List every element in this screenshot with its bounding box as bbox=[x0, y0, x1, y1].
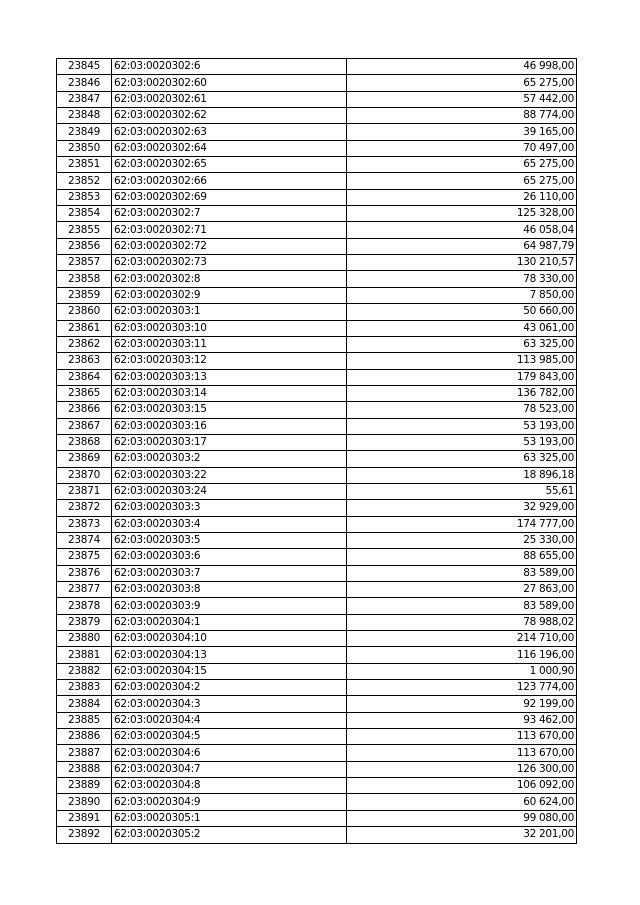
cadastral-value-cell: 64 987,79 bbox=[347, 238, 577, 254]
cadastral-number-cell: 62:03:0020303:17 bbox=[112, 434, 347, 450]
cadastral-value-cell: 123 774,00 bbox=[347, 680, 577, 696]
cadastral-number-cell: 62:03:0020305:2 bbox=[112, 827, 347, 843]
table-row bbox=[57, 778, 577, 794]
table-row bbox=[57, 108, 577, 124]
row-number-cell: 23880 bbox=[57, 631, 112, 647]
cadastral-number-cell: 62:03:0020304:13 bbox=[112, 647, 347, 663]
cadastral-value-cell: 18 896,18 bbox=[347, 467, 577, 483]
cadastral-value-cell: 78 523,00 bbox=[347, 402, 577, 418]
row-number-cell: 23868 bbox=[57, 434, 112, 450]
row-number-cell: 23877 bbox=[57, 582, 112, 598]
cadastral-value-cell: 7 850,00 bbox=[347, 287, 577, 303]
table-row bbox=[57, 500, 577, 516]
cadastral-number-cell: 62:03:0020303:13 bbox=[112, 369, 347, 385]
cadastral-value-cell: 70 497,00 bbox=[347, 140, 577, 156]
cadastral-number-cell: 62:03:0020302:73 bbox=[112, 255, 347, 271]
cadastral-value-cell: 106 092,00 bbox=[347, 778, 577, 794]
row-number-cell: 23863 bbox=[57, 353, 112, 369]
cadastral-value-cell: 55,61 bbox=[347, 483, 577, 499]
cadastral-value-cell: 63 325,00 bbox=[347, 451, 577, 467]
table-row bbox=[57, 255, 577, 271]
table-row bbox=[57, 696, 577, 712]
cadastral-value-cell: 130 210,57 bbox=[347, 255, 577, 271]
row-number-cell: 23864 bbox=[57, 369, 112, 385]
table-row bbox=[57, 598, 577, 614]
cadastral-value-cell: 99 080,00 bbox=[347, 810, 577, 826]
cadastral-number-cell: 62:03:0020304:3 bbox=[112, 696, 347, 712]
cadastral-number-cell: 62:03:0020304:15 bbox=[112, 663, 347, 679]
cadastral-value-cell: 57 442,00 bbox=[347, 91, 577, 107]
table-row bbox=[57, 320, 577, 336]
row-number-cell: 23849 bbox=[57, 124, 112, 140]
cadastral-number-cell: 62:03:0020303:11 bbox=[112, 336, 347, 352]
cadastral-number-cell: 62:03:0020304:6 bbox=[112, 745, 347, 761]
cadastral-number-cell: 62:03:0020302:69 bbox=[112, 189, 347, 205]
row-number-cell: 23881 bbox=[57, 647, 112, 663]
cadastral-value-cell: 136 782,00 bbox=[347, 385, 577, 401]
cadastral-value-cell: 63 325,00 bbox=[347, 336, 577, 352]
table-row bbox=[57, 189, 577, 205]
row-number-cell: 23886 bbox=[57, 729, 112, 745]
table-row bbox=[57, 238, 577, 254]
cadastral-number-cell: 62:03:0020303:14 bbox=[112, 385, 347, 401]
row-number-cell: 23869 bbox=[57, 451, 112, 467]
cadastral-number-cell: 62:03:0020303:1 bbox=[112, 304, 347, 320]
row-number-cell: 23878 bbox=[57, 598, 112, 614]
cadastral-number-cell: 62:03:0020302:72 bbox=[112, 238, 347, 254]
cadastral-value-cell: 93 462,00 bbox=[347, 712, 577, 728]
row-number-cell: 23862 bbox=[57, 336, 112, 352]
cadastral-value-cell: 60 624,00 bbox=[347, 794, 577, 810]
cadastral-number-cell: 62:03:0020302:9 bbox=[112, 287, 347, 303]
cadastral-value-cell: 179 843,00 bbox=[347, 369, 577, 385]
cadastral-number-cell: 62:03:0020303:3 bbox=[112, 500, 347, 516]
cadastral-number-cell: 62:03:0020302:66 bbox=[112, 173, 347, 189]
cadastral-value-cell: 43 061,00 bbox=[347, 320, 577, 336]
cadastral-value-table bbox=[56, 58, 577, 844]
cadastral-number-cell: 62:03:0020302:8 bbox=[112, 271, 347, 287]
row-number-cell: 23845 bbox=[57, 59, 112, 75]
cadastral-value-cell: 88 655,00 bbox=[347, 549, 577, 565]
cadastral-value-cell: 65 275,00 bbox=[347, 75, 577, 91]
row-number-cell: 23851 bbox=[57, 157, 112, 173]
cadastral-value-cell: 113 670,00 bbox=[347, 745, 577, 761]
cadastral-number-cell: 62:03:0020303:4 bbox=[112, 516, 347, 532]
cadastral-number-cell: 62:03:0020303:24 bbox=[112, 483, 347, 499]
cadastral-value-cell: 25 330,00 bbox=[347, 532, 577, 548]
cadastral-number-cell: 62:03:0020303:5 bbox=[112, 532, 347, 548]
row-number-cell: 23883 bbox=[57, 680, 112, 696]
table-row bbox=[57, 140, 577, 156]
row-number-cell: 23872 bbox=[57, 500, 112, 516]
row-number-cell: 23865 bbox=[57, 385, 112, 401]
cadastral-number-cell: 62:03:0020303:12 bbox=[112, 353, 347, 369]
cadastral-number-cell: 62:03:0020304:5 bbox=[112, 729, 347, 745]
cadastral-value-cell: 65 275,00 bbox=[347, 157, 577, 173]
cadastral-number-cell: 62:03:0020302:71 bbox=[112, 222, 347, 238]
cadastral-number-cell: 62:03:0020302:64 bbox=[112, 140, 347, 156]
row-number-cell: 23854 bbox=[57, 206, 112, 222]
cadastral-number-cell: 62:03:0020302:60 bbox=[112, 75, 347, 91]
table-row bbox=[57, 549, 577, 565]
cadastral-value-cell: 32 929,00 bbox=[347, 500, 577, 516]
table-row bbox=[57, 663, 577, 679]
row-number-cell: 23892 bbox=[57, 827, 112, 843]
table-row bbox=[57, 173, 577, 189]
cadastral-value-cell: 116 196,00 bbox=[347, 647, 577, 663]
row-number-cell: 23850 bbox=[57, 140, 112, 156]
table-body bbox=[57, 59, 577, 844]
row-number-cell: 23876 bbox=[57, 565, 112, 581]
cadastral-number-cell: 62:03:0020304:1 bbox=[112, 614, 347, 630]
cadastral-number-cell: 62:03:0020304:4 bbox=[112, 712, 347, 728]
row-number-cell: 23889 bbox=[57, 778, 112, 794]
cadastral-number-cell: 62:03:0020304:10 bbox=[112, 631, 347, 647]
cadastral-value-cell: 125 328,00 bbox=[347, 206, 577, 222]
row-number-cell: 23879 bbox=[57, 614, 112, 630]
table-row bbox=[57, 729, 577, 745]
cadastral-number-cell: 62:03:0020303:8 bbox=[112, 582, 347, 598]
table-row bbox=[57, 680, 577, 696]
table-row bbox=[57, 402, 577, 418]
table-row bbox=[57, 369, 577, 385]
cadastral-number-cell: 62:03:0020302:61 bbox=[112, 91, 347, 107]
table-row bbox=[57, 385, 577, 401]
table-row bbox=[57, 745, 577, 761]
cadastral-number-cell: 62:03:0020303:16 bbox=[112, 418, 347, 434]
table-row bbox=[57, 75, 577, 91]
row-number-cell: 23887 bbox=[57, 745, 112, 761]
cadastral-value-cell: 113 670,00 bbox=[347, 729, 577, 745]
row-number-cell: 23873 bbox=[57, 516, 112, 532]
row-number-cell: 23857 bbox=[57, 255, 112, 271]
table-row bbox=[57, 222, 577, 238]
cadastral-number-cell: 62:03:0020302:63 bbox=[112, 124, 347, 140]
table-row bbox=[57, 647, 577, 663]
table-row bbox=[57, 827, 577, 843]
table-row bbox=[57, 614, 577, 630]
row-number-cell: 23848 bbox=[57, 108, 112, 124]
cadastral-number-cell: 62:03:0020303:22 bbox=[112, 467, 347, 483]
row-number-cell: 23888 bbox=[57, 761, 112, 777]
table-row bbox=[57, 810, 577, 826]
cadastral-number-cell: 62:03:0020302:62 bbox=[112, 108, 347, 124]
row-number-cell: 23859 bbox=[57, 287, 112, 303]
cadastral-value-cell: 88 774,00 bbox=[347, 108, 577, 124]
cadastral-number-cell: 62:03:0020303:7 bbox=[112, 565, 347, 581]
cadastral-value-cell: 50 660,00 bbox=[347, 304, 577, 320]
cadastral-value-cell: 39 165,00 bbox=[347, 124, 577, 140]
table-row bbox=[57, 304, 577, 320]
cadastral-value-cell: 32 201,00 bbox=[347, 827, 577, 843]
cadastral-number-cell: 62:03:0020302:65 bbox=[112, 157, 347, 173]
row-number-cell: 23858 bbox=[57, 271, 112, 287]
cadastral-value-cell: 46 998,00 bbox=[347, 59, 577, 75]
table-row bbox=[57, 631, 577, 647]
table-row bbox=[57, 59, 577, 75]
cadastral-value-cell: 65 275,00 bbox=[347, 173, 577, 189]
row-number-cell: 23855 bbox=[57, 222, 112, 238]
cadastral-value-cell: 83 589,00 bbox=[347, 598, 577, 614]
table-row bbox=[57, 565, 577, 581]
cadastral-value-cell: 78 988,02 bbox=[347, 614, 577, 630]
cadastral-number-cell: 62:03:0020303:2 bbox=[112, 451, 347, 467]
row-number-cell: 23860 bbox=[57, 304, 112, 320]
row-number-cell: 23866 bbox=[57, 402, 112, 418]
table-row bbox=[57, 434, 577, 450]
table-row bbox=[57, 206, 577, 222]
cadastral-number-cell: 62:03:0020304:8 bbox=[112, 778, 347, 794]
cadastral-number-cell: 62:03:0020302:7 bbox=[112, 206, 347, 222]
cadastral-value-cell: 26 110,00 bbox=[347, 189, 577, 205]
row-number-cell: 23891 bbox=[57, 810, 112, 826]
table-row bbox=[57, 271, 577, 287]
row-number-cell: 23884 bbox=[57, 696, 112, 712]
table-row bbox=[57, 157, 577, 173]
cadastral-value-cell: 53 193,00 bbox=[347, 418, 577, 434]
cadastral-number-cell: 62:03:0020304:7 bbox=[112, 761, 347, 777]
row-number-cell: 23853 bbox=[57, 189, 112, 205]
cadastral-value-cell: 53 193,00 bbox=[347, 434, 577, 450]
cadastral-number-cell: 62:03:0020303:9 bbox=[112, 598, 347, 614]
row-number-cell: 23871 bbox=[57, 483, 112, 499]
table-row bbox=[57, 516, 577, 532]
table-row bbox=[57, 483, 577, 499]
row-number-cell: 23870 bbox=[57, 467, 112, 483]
table-row bbox=[57, 712, 577, 728]
cadastral-number-cell: 62:03:0020305:1 bbox=[112, 810, 347, 826]
table-row bbox=[57, 794, 577, 810]
cadastral-number-cell: 62:03:0020303:10 bbox=[112, 320, 347, 336]
table-row bbox=[57, 761, 577, 777]
table-row bbox=[57, 418, 577, 434]
row-number-cell: 23874 bbox=[57, 532, 112, 548]
row-number-cell: 23847 bbox=[57, 91, 112, 107]
table-row bbox=[57, 451, 577, 467]
cadastral-value-cell: 46 058,04 bbox=[347, 222, 577, 238]
row-number-cell: 23882 bbox=[57, 663, 112, 679]
cadastral-value-cell: 214 710,00 bbox=[347, 631, 577, 647]
table-row bbox=[57, 353, 577, 369]
table-row bbox=[57, 532, 577, 548]
cadastral-value-cell: 113 985,00 bbox=[347, 353, 577, 369]
row-number-cell: 23861 bbox=[57, 320, 112, 336]
table-row bbox=[57, 336, 577, 352]
table-row bbox=[57, 91, 577, 107]
cadastral-value-cell: 1 000,90 bbox=[347, 663, 577, 679]
row-number-cell: 23856 bbox=[57, 238, 112, 254]
table-row bbox=[57, 124, 577, 140]
cadastral-value-cell: 83 589,00 bbox=[347, 565, 577, 581]
cadastral-value-cell: 126 300,00 bbox=[347, 761, 577, 777]
row-number-cell: 23867 bbox=[57, 418, 112, 434]
table-row bbox=[57, 467, 577, 483]
cadastral-number-cell: 62:03:0020302:6 bbox=[112, 59, 347, 75]
row-number-cell: 23875 bbox=[57, 549, 112, 565]
cadastral-value-cell: 174 777,00 bbox=[347, 516, 577, 532]
cadastral-value-cell: 27 863,00 bbox=[347, 582, 577, 598]
cadastral-value-cell: 78 330,00 bbox=[347, 271, 577, 287]
cadastral-number-cell: 62:03:0020304:2 bbox=[112, 680, 347, 696]
cadastral-number-cell: 62:03:0020303:15 bbox=[112, 402, 347, 418]
cadastral-number-cell: 62:03:0020304:9 bbox=[112, 794, 347, 810]
row-number-cell: 23890 bbox=[57, 794, 112, 810]
row-number-cell: 23852 bbox=[57, 173, 112, 189]
cadastral-value-cell: 92 199,00 bbox=[347, 696, 577, 712]
table-row bbox=[57, 287, 577, 303]
row-number-cell: 23846 bbox=[57, 75, 112, 91]
row-number-cell: 23885 bbox=[57, 712, 112, 728]
cadastral-number-cell: 62:03:0020303:6 bbox=[112, 549, 347, 565]
table-row bbox=[57, 582, 577, 598]
